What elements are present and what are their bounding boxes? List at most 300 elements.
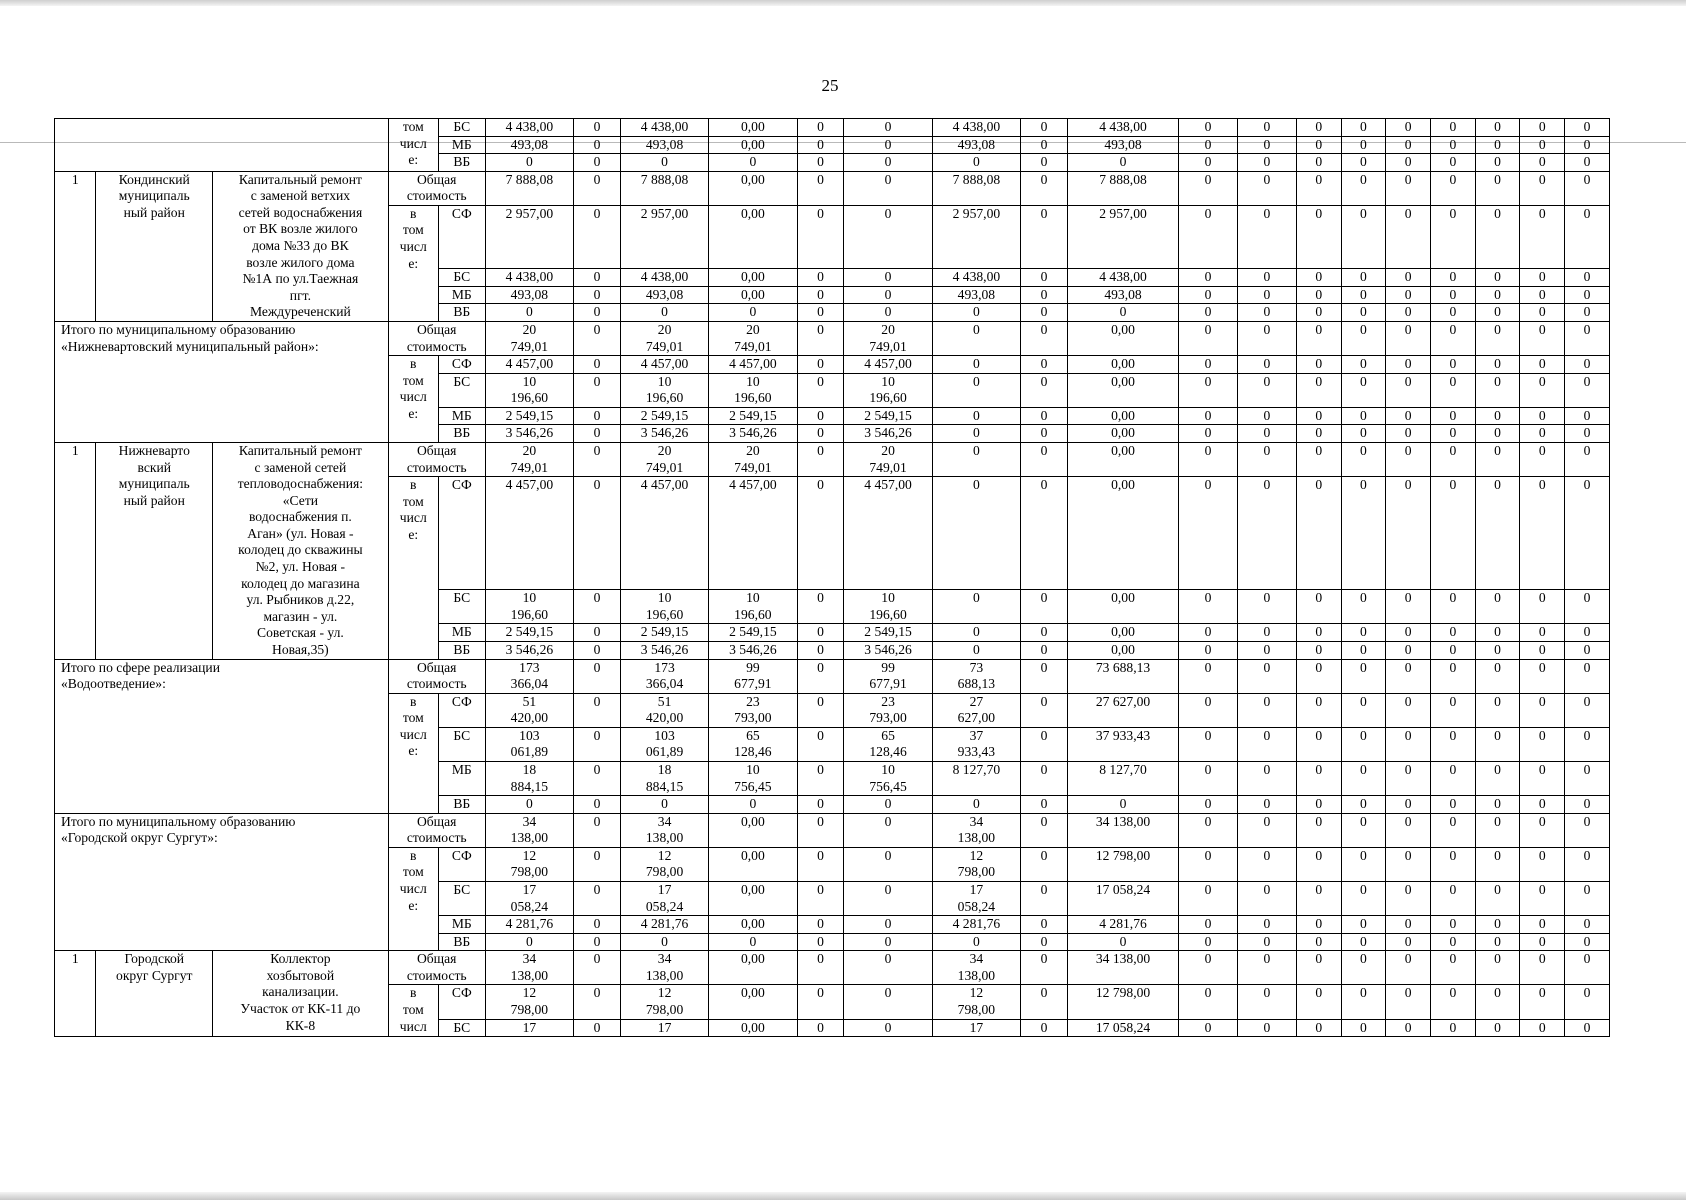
table-cell: 0 (797, 916, 844, 934)
table-cell: 0 (844, 847, 932, 881)
table-cell: 73 688,13 (1067, 659, 1178, 693)
table-cell: 0 (844, 951, 932, 985)
table-cell: 4 457,00 (620, 477, 708, 590)
table-cell: 173 366,04 (485, 659, 573, 693)
table-cell: 0 (1341, 933, 1386, 951)
table-cell: 20 749,01 (844, 321, 932, 355)
table-cell: 2 957,00 (620, 205, 708, 268)
table-cell: 0 (1296, 321, 1341, 355)
table-cell: 37 933,43 (932, 727, 1020, 761)
table-cell: 0 (1296, 796, 1341, 814)
table-cell: 10 196,60 (844, 590, 932, 624)
table-cell: 0 (844, 205, 932, 268)
table-cell: 0 (1386, 882, 1431, 916)
table-cell: 0 (1430, 761, 1475, 795)
table-cell: 0 (1565, 269, 1610, 287)
table-cell: 0 (1475, 882, 1520, 916)
table-cell: 493,08 (485, 136, 573, 154)
table-cell: 0 (1021, 321, 1068, 355)
table-cell: 0 (1520, 641, 1565, 659)
table-row (55, 951, 1610, 985)
table-cell: 0 (1021, 205, 1068, 268)
table-cell: 0 (574, 304, 621, 322)
table-cell: 17 058,24 (932, 882, 1020, 916)
table-cell: 0 (1520, 882, 1565, 916)
table-cell: 0 (1430, 847, 1475, 881)
table-cell: 493,08 (932, 286, 1020, 304)
table-cell: 103 061,89 (620, 727, 708, 761)
table-cell: МБ (438, 407, 485, 425)
table-cell: Общая стоимость (388, 171, 485, 205)
table-cell: 0 (932, 796, 1020, 814)
table-cell: 0 (1565, 796, 1610, 814)
table-cell: 0 (1565, 641, 1610, 659)
table-cell: 0 (1296, 304, 1341, 322)
table-cell: 0 (1021, 624, 1068, 642)
table-cell: 0,00 (709, 813, 797, 847)
table-cell: 0 (1565, 916, 1610, 934)
table-cell: ВБ (438, 425, 485, 443)
table-cell: 0 (1520, 119, 1565, 137)
table-cell: 0 (1565, 882, 1610, 916)
table-cell: 10 756,45 (709, 761, 797, 795)
table-cell: 2 549,15 (485, 624, 573, 642)
table-cell: 0 (709, 304, 797, 322)
table-cell: 0 (1179, 916, 1238, 934)
table-cell: 0 (797, 847, 844, 881)
table-cell: 2 549,15 (709, 624, 797, 642)
table-cell: 0 (1520, 659, 1565, 693)
table-cell: Общая стоимость (388, 813, 485, 847)
table-cell: 0 (1296, 442, 1341, 476)
table-cell: 0 (1430, 477, 1475, 590)
table-cell: 4 281,76 (932, 916, 1020, 934)
table-cell: ВБ (438, 933, 485, 951)
table-cell: БС (438, 269, 485, 287)
table-cell: 0 (1021, 373, 1068, 407)
table-cell: 0 (574, 356, 621, 374)
table-cell: 12 798,00 (485, 985, 573, 1019)
table-cell: 0 (797, 693, 844, 727)
table-cell: 0 (1296, 933, 1341, 951)
table-cell: 0 (797, 933, 844, 951)
table-cell: Коллектор хозбытовой канализации. Участок от КК-11 до КК-8 (213, 951, 389, 1037)
table-cell: 20 749,01 (485, 442, 573, 476)
table-cell: 0 (797, 425, 844, 443)
table-cell: 0 (1430, 985, 1475, 1019)
table-cell: 0 (1238, 477, 1297, 590)
table-cell: 0 (1565, 1019, 1610, 1037)
table-cell: 0 (1565, 425, 1610, 443)
table-cell: 0 (844, 1019, 932, 1037)
table-cell: 0 (1238, 136, 1297, 154)
table-cell: Итого по муниципальному образованию «Нижневартовский муниципальный район»: (55, 321, 389, 442)
table-cell: 0 (1021, 154, 1068, 172)
table-cell: 0 (1430, 205, 1475, 268)
table-cell: 3 546,26 (620, 425, 708, 443)
table-cell: 0 (1520, 813, 1565, 847)
table-cell: 0,00 (1067, 407, 1178, 425)
table-cell: 0 (1475, 624, 1520, 642)
table-cell: Городской округ Сургут (96, 951, 213, 1037)
table-cell: 3 546,26 (709, 425, 797, 443)
table-cell: 0 (932, 373, 1020, 407)
table-cell: 0 (797, 882, 844, 916)
table-cell: 12 798,00 (932, 985, 1020, 1019)
table-cell: 0,00 (1067, 590, 1178, 624)
table-cell: 4 438,00 (1067, 269, 1178, 287)
table-cell: 0 (797, 761, 844, 795)
table-cell: 493,08 (620, 136, 708, 154)
table-cell: 17 (485, 1019, 573, 1037)
table-cell: 0 (1386, 373, 1431, 407)
table-cell: 0 (1341, 171, 1386, 205)
table-cell: 0 (1430, 119, 1475, 137)
table-cell: 2 549,15 (620, 624, 708, 642)
table-cell: 0 (1341, 269, 1386, 287)
table-cell: 0 (1341, 813, 1386, 847)
table-cell: 0 (1386, 951, 1431, 985)
table-cell: 0 (1341, 624, 1386, 642)
table-cell: 0 (1386, 727, 1431, 761)
table-cell: 0 (1430, 659, 1475, 693)
table-cell: МБ (438, 136, 485, 154)
table-cell: 18 884,15 (620, 761, 708, 795)
table-cell: 0 (1238, 269, 1297, 287)
table-cell: Итого по сфере реализации «Водоотведение»: (55, 659, 389, 813)
table-cell: 0 (1430, 425, 1475, 443)
table-cell: 0 (797, 269, 844, 287)
table-cell: 0 (1520, 985, 1565, 1019)
table-cell: 0 (574, 985, 621, 1019)
table-cell: в том числ е: (388, 356, 438, 443)
scan-edge-top (0, 0, 1686, 6)
table-cell: 0 (574, 624, 621, 642)
table-cell: 0 (1565, 171, 1610, 205)
table-cell: 0 (1238, 356, 1297, 374)
table-cell: 0,00 (709, 119, 797, 137)
table-cell: 0 (1430, 269, 1475, 287)
table-cell: 3 546,26 (709, 641, 797, 659)
table-cell: 0 (574, 1019, 621, 1037)
table-cell: 0 (1296, 761, 1341, 795)
table-cell: 0 (1430, 1019, 1475, 1037)
table-cell: 0 (1341, 796, 1386, 814)
table-cell: 0 (1565, 951, 1610, 985)
table-cell: 0,00 (709, 951, 797, 985)
table-cell: 0 (1386, 847, 1431, 881)
table-cell: 0 (1238, 693, 1297, 727)
table-cell: 99 677,91 (844, 659, 932, 693)
table-cell: 23 793,00 (844, 693, 932, 727)
table-cell: МБ (438, 624, 485, 642)
table-cell: 173 366,04 (620, 659, 708, 693)
table-cell: 0 (574, 590, 621, 624)
table-cell: 0,00 (709, 882, 797, 916)
table-cell: 0 (1520, 916, 1565, 934)
table-cell: 0 (1430, 407, 1475, 425)
table-cell: 0 (1386, 813, 1431, 847)
table-cell: 51 420,00 (620, 693, 708, 727)
table-cell: 0 (1067, 154, 1178, 172)
table-cell: 0 (1520, 590, 1565, 624)
table-cell: 0 (932, 321, 1020, 355)
table-cell: 20 749,01 (620, 442, 708, 476)
table-cell: 0 (1341, 727, 1386, 761)
table-cell: 0 (574, 813, 621, 847)
table-cell: 0 (1179, 442, 1238, 476)
table-cell: 0 (1021, 659, 1068, 693)
table-cell: 8 127,70 (1067, 761, 1178, 795)
table-cell: 12 798,00 (485, 847, 573, 881)
table-cell: 0 (1021, 477, 1068, 590)
table-cell: Общая стоимость (388, 659, 485, 693)
table-cell: 0 (1021, 119, 1068, 137)
table-cell: Нижневарто вский муниципаль ный район (96, 442, 213, 659)
table-cell: 0 (1296, 985, 1341, 1019)
table-cell: СФ (438, 693, 485, 727)
table-cell: 0 (1341, 154, 1386, 172)
table-cell: 0 (1341, 1019, 1386, 1037)
table-cell: 0 (1565, 373, 1610, 407)
table-cell: 20 749,01 (620, 321, 708, 355)
table-cell: 0 (844, 154, 932, 172)
table-cell: СФ (438, 356, 485, 374)
table-cell: 0 (1520, 286, 1565, 304)
table-cell: 0 (1475, 269, 1520, 287)
table-cell: 0 (709, 796, 797, 814)
table-cell: 0 (1341, 693, 1386, 727)
table-cell: 2 549,15 (709, 407, 797, 425)
table-cell: 0 (1520, 171, 1565, 205)
table-cell: 0 (1238, 933, 1297, 951)
table-cell: 0 (1520, 373, 1565, 407)
table-cell: 0 (1296, 882, 1341, 916)
table-cell: 0 (1386, 304, 1431, 322)
table-cell: 0 (1565, 205, 1610, 268)
table-cell: 0 (1386, 205, 1431, 268)
table-cell: 0 (1475, 154, 1520, 172)
table-cell: 34 138,00 (932, 813, 1020, 847)
table-cell: 20 749,01 (709, 321, 797, 355)
table-cell: 0 (1238, 590, 1297, 624)
table-cell: 0,00 (709, 269, 797, 287)
table-cell: 0 (1386, 286, 1431, 304)
table-cell: 0 (1520, 951, 1565, 985)
table-cell: 0 (1021, 590, 1068, 624)
table-cell: 0 (1238, 304, 1297, 322)
table-cell: 0 (574, 269, 621, 287)
table-cell: 0 (797, 373, 844, 407)
table-cell: 0 (1430, 171, 1475, 205)
table-cell: 0 (1067, 304, 1178, 322)
table-cell: 0 (1386, 916, 1431, 934)
table-cell: Капитальный ремонт с заменой сетей тепловодоснабжения: «Сети водоснабжения п. Аган» (ул. Новая - колодец до скважины №2, ул. Новая - колодец до магазина ул. Рыбников д.22, магазин - ул. Советская - ул. Новая,35) (213, 442, 389, 659)
table-cell: 4 438,00 (620, 269, 708, 287)
table-cell: 0 (932, 933, 1020, 951)
table-cell: 73 688,13 (932, 659, 1020, 693)
table-cell: 493,08 (1067, 286, 1178, 304)
table-cell: МБ (438, 761, 485, 795)
table-cell: 0 (932, 356, 1020, 374)
table-cell: 0 (574, 951, 621, 985)
table-cell: 0 (1475, 916, 1520, 934)
table-cell: 0 (1179, 641, 1238, 659)
table-cell: 0 (1475, 356, 1520, 374)
table-cell: 0 (1386, 693, 1431, 727)
table-cell: 0,00 (1067, 641, 1178, 659)
table-cell: 1 (55, 171, 96, 321)
table-cell: 0 (1475, 796, 1520, 814)
table-cell: 0 (1430, 951, 1475, 985)
table-cell: 51 420,00 (485, 693, 573, 727)
table-cell: в том числ (388, 985, 438, 1037)
table-cell: 0 (1520, 425, 1565, 443)
table-cell: 0 (1341, 356, 1386, 374)
table-cell: 17 058,24 (1067, 1019, 1178, 1037)
table-cell: 4 438,00 (620, 119, 708, 137)
table-cell: 0 (1296, 916, 1341, 934)
table-cell: 0 (1565, 321, 1610, 355)
table-cell: 0 (1520, 761, 1565, 795)
table-cell: 0 (1341, 985, 1386, 1019)
table-cell: 0 (1179, 119, 1238, 137)
table-cell: 0 (1565, 659, 1610, 693)
table-cell: 0 (1341, 425, 1386, 443)
table-cell: 0 (1475, 442, 1520, 476)
table-cell: 0 (1520, 847, 1565, 881)
budget-table (54, 118, 1610, 1037)
table-cell (55, 119, 389, 172)
table-cell: 0 (1179, 136, 1238, 154)
table-cell: СФ (438, 477, 485, 590)
table-cell: 1 (55, 951, 96, 1037)
table-cell: 0,00 (709, 1019, 797, 1037)
table-cell: 0 (1475, 119, 1520, 137)
table-cell: 0 (1021, 813, 1068, 847)
table-cell: 0 (1565, 590, 1610, 624)
table-cell: 0 (1386, 154, 1431, 172)
table-cell: 0 (797, 304, 844, 322)
table-cell: 0 (1520, 933, 1565, 951)
table-cell: 0 (1386, 477, 1431, 590)
table-cell: 0 (1238, 727, 1297, 761)
table-cell: БС (438, 590, 485, 624)
table-cell: 0 (1475, 136, 1520, 154)
table-cell: 0 (1565, 442, 1610, 476)
table-cell: 493,08 (932, 136, 1020, 154)
table-cell: 0 (1565, 286, 1610, 304)
table-cell: 0 (574, 286, 621, 304)
table-cell: 0 (620, 796, 708, 814)
table-cell: 0 (1341, 590, 1386, 624)
table-cell: 0 (1179, 171, 1238, 205)
table-cell: 3 546,26 (620, 641, 708, 659)
table-cell: 0 (797, 407, 844, 425)
table-cell: 0 (1430, 590, 1475, 624)
table-cell: 0 (1238, 659, 1297, 693)
table-cell: 0 (1021, 407, 1068, 425)
scan-edge-bottom (0, 1192, 1686, 1200)
table-cell: 0 (485, 796, 573, 814)
table-cell: 34 138,00 (620, 951, 708, 985)
table-cell: 0 (1565, 847, 1610, 881)
table-cell: 0 (1296, 659, 1341, 693)
table-cell: 0 (932, 624, 1020, 642)
table-cell: 34 138,00 (620, 813, 708, 847)
table-cell: БС (438, 882, 485, 916)
table-cell: 0 (1296, 727, 1341, 761)
table-cell: 0 (1520, 407, 1565, 425)
table-cell: 0 (1021, 761, 1068, 795)
table-cell: 0 (1238, 321, 1297, 355)
table-cell: 0 (1475, 477, 1520, 590)
table-cell: 0 (1520, 727, 1565, 761)
table-cell: 0 (574, 477, 621, 590)
table-cell: БС (438, 1019, 485, 1037)
table-cell: 0 (1238, 442, 1297, 476)
table-cell: 0,00 (709, 916, 797, 934)
table-cell: 0 (1238, 286, 1297, 304)
table-cell: 0 (574, 442, 621, 476)
table-cell: 0 (1067, 933, 1178, 951)
table-cell: 0 (1386, 933, 1431, 951)
table-cell: 0 (1430, 641, 1475, 659)
table-cell: 0 (1386, 356, 1431, 374)
table-cell: 10 196,60 (709, 373, 797, 407)
table-cell: 10 196,60 (709, 590, 797, 624)
table-cell: 0 (797, 727, 844, 761)
table-cell: 0 (1475, 1019, 1520, 1037)
table-cell: 34 138,00 (485, 951, 573, 985)
table-cell: 0 (1430, 304, 1475, 322)
table-cell: 0 (1475, 847, 1520, 881)
table-cell: 0 (574, 847, 621, 881)
table-cell: ВБ (438, 154, 485, 172)
table-cell: 0 (1386, 1019, 1431, 1037)
table-cell: 0 (1386, 641, 1431, 659)
table-cell: 0 (1341, 951, 1386, 985)
table-cell: 0 (1179, 985, 1238, 1019)
table-cell: 3 546,26 (844, 641, 932, 659)
table-cell: 0 (574, 882, 621, 916)
table-cell: Итого по муниципальному образованию «Городской округ Сургут»: (55, 813, 389, 951)
table-cell: 4 457,00 (844, 477, 932, 590)
table-cell: 0 (1430, 693, 1475, 727)
table-cell: 0 (1386, 136, 1431, 154)
table-cell: 0,00 (1067, 477, 1178, 590)
table-cell: 0 (1238, 951, 1297, 985)
table-cell: 0 (1296, 624, 1341, 642)
table-cell: 0 (709, 933, 797, 951)
table-cell: 0 (1296, 407, 1341, 425)
table-cell: БС (438, 373, 485, 407)
table-cell: 0 (1021, 641, 1068, 659)
table-cell: 0 (1430, 933, 1475, 951)
table-cell: 0 (1238, 154, 1297, 172)
table-cell: 0 (1341, 847, 1386, 881)
table-cell: 0 (1341, 477, 1386, 590)
table-cell: 0 (1179, 425, 1238, 443)
table-cell: 17 058,24 (620, 882, 708, 916)
table-cell: 0 (1475, 659, 1520, 693)
table-cell: 0 (1021, 136, 1068, 154)
table-cell: 0 (1475, 286, 1520, 304)
table-cell: 2 549,15 (844, 624, 932, 642)
table-cell: 0 (1296, 425, 1341, 443)
table-cell: 0,00 (709, 286, 797, 304)
table-cell: 0 (620, 154, 708, 172)
